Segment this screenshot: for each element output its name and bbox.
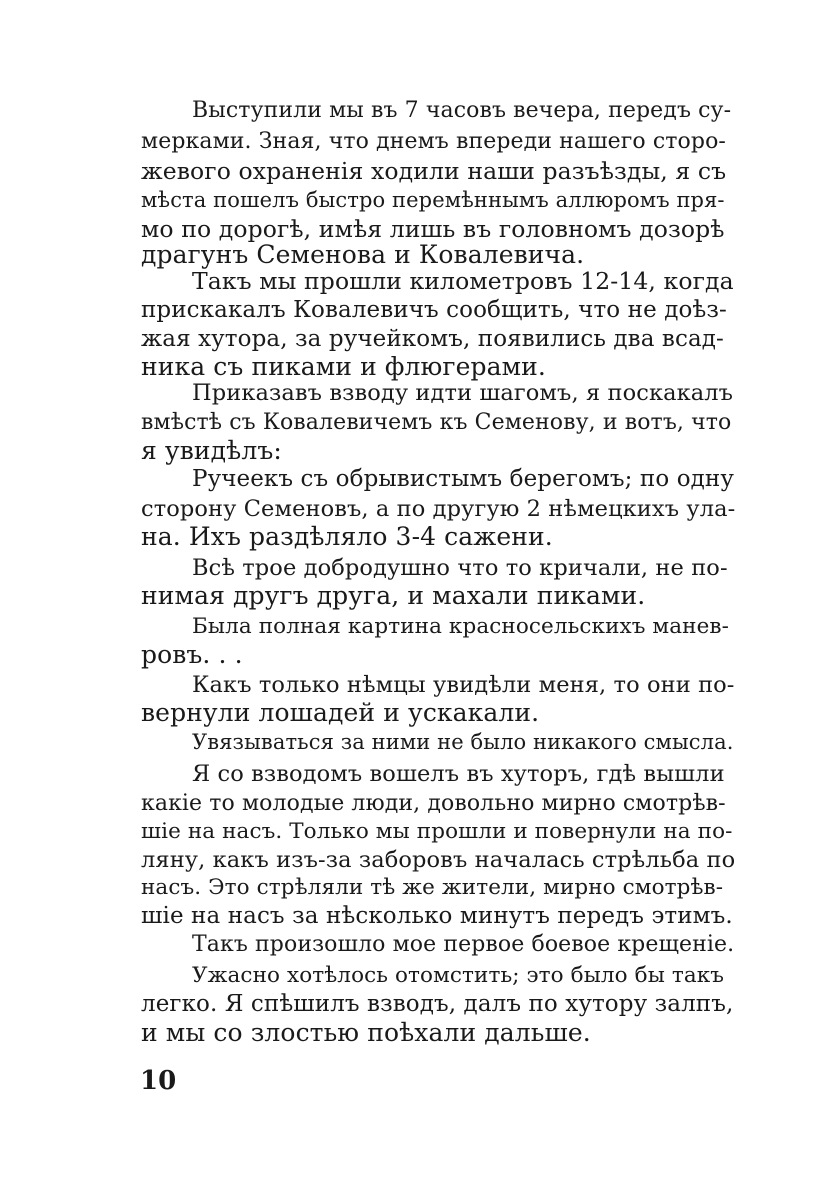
text-line: сторону Семеновъ, а по другую 2 нѣмецкихъ ула- <box>141 496 736 522</box>
text-line: ляну, какъ изъ-за заборовъ началась стрѣльба по <box>141 847 736 873</box>
text-line: Какъ только нѣмцы увидѣли меня, то они по- <box>192 672 735 698</box>
text-line: драгунъ Семенова и Ковалевича. <box>141 240 585 269</box>
page-number: 10 <box>140 1066 177 1096</box>
text-line: Такъ мы прошли километровъ 12-14, когда <box>192 267 734 295</box>
text-line: Выступили мы въ 7 часовъ вечера, передъ су- <box>192 98 732 123</box>
text-line: жевого охраненія ходили наши разъѣзды, я съ <box>141 157 727 185</box>
text-line: мо по дорогѣ, имѣя лишь въ головномъ дозорѣ <box>141 215 725 243</box>
text-line: прискакалъ Ковалевичъ сообщить, что не доѣз- <box>141 297 727 323</box>
text-line: Приказавъ взводу идти шагомъ, я поскакалъ <box>192 380 734 406</box>
text-line: вмѣстѣ съ Ковалевичемъ къ Семенову, и вотъ, что <box>141 410 732 435</box>
text-line: Ужасно хотѣлось отомстить; это было бы такъ <box>192 963 725 988</box>
text-line: легко. Я спѣшилъ взводъ, далъ по хутору залпъ, <box>141 991 734 1017</box>
text-line: и мы со злостью поѣхали дальше. <box>141 1018 591 1047</box>
text-line: жая хутора, за ручейкомъ, появились два всад- <box>141 326 724 352</box>
text-line: я увидѣлъ: <box>141 436 282 465</box>
text-line: шіе на насъ. Только мы прошли и повернули на по- <box>141 819 733 844</box>
text-line: ровъ. . . <box>141 640 243 669</box>
text-line: Я со взводомъ вошелъ въ хуторъ, гдѣ вышли <box>192 761 725 787</box>
text-line: Всѣ трое добродушно что то кричали, не по- <box>192 555 728 581</box>
text-line: Такъ произошло мое первое боевое крещеніе. <box>192 932 735 957</box>
text-line: мерками. Зная, что днемъ впереди нашего сторо- <box>141 129 726 154</box>
text-line: шіе на насъ за нѣсколько минутъ передъ этимъ. <box>141 903 733 929</box>
text-line: Была полная картина красносельскихъ манев- <box>192 614 729 639</box>
text-line: какіе то молодые люди, довольно мирно смотрѣв- <box>141 791 726 816</box>
text-line: ника съ пиками и флюгерами. <box>141 352 546 381</box>
text-line: на. Ихъ раздѣляло 3-4 сажени. <box>141 522 553 551</box>
text-line: Увязываться за ними не было никакого смысла. <box>192 730 734 754</box>
text-line: Ручеекъ съ обрывистымъ берегомъ; по одну <box>192 466 734 492</box>
text-line: мѣста пошелъ быстро перемѣннымъ аллюромъ пря- <box>141 188 725 212</box>
text-line: вернули лошадей и ускакали. <box>141 698 540 727</box>
text-line: нимая другъ друга, и махали пиками. <box>141 581 646 610</box>
text-line: насъ. Это стрѣляли тѣ же жители, мирно смотрѣв- <box>141 875 724 900</box>
